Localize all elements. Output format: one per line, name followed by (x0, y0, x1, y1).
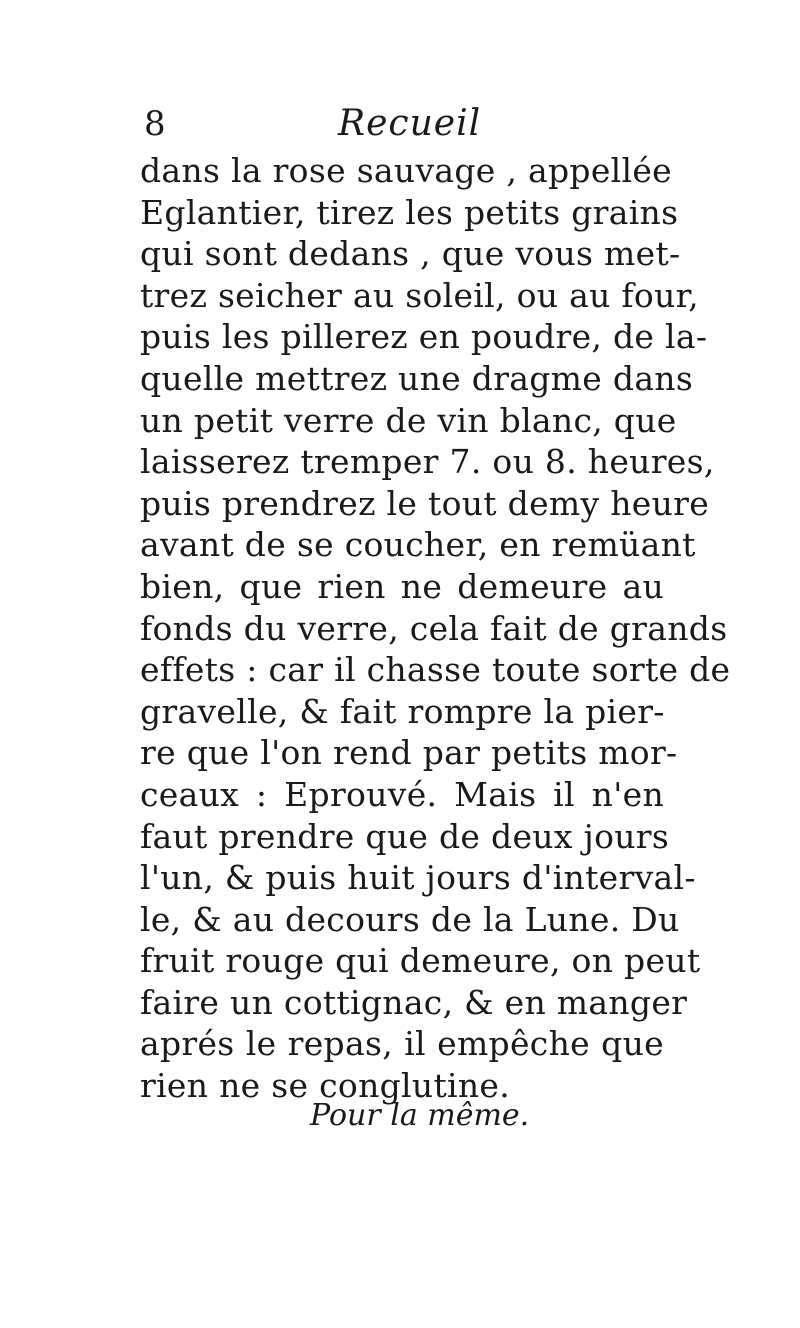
text-line: faire un cottignac, & en manger (140, 982, 688, 1022)
text-line: gravelle, & fait rompre la pier- (140, 691, 665, 731)
text-line: rien ne se conglutine. (140, 1066, 511, 1106)
text-line: un petit verre de vin blanc, que (140, 400, 677, 440)
text-line: aprés le repas, il empêche que (140, 1024, 664, 1064)
running-head: Recueil (338, 103, 482, 144)
text-line: fruit rouge qui demeure, on peut (140, 941, 701, 981)
text-line: effets : car il chasse toute sorte de (140, 650, 731, 690)
text-line: qui sont dedans , que vous met- (140, 234, 681, 274)
text-line: fonds du verre, cela fait de grands (140, 608, 728, 648)
text-line: re que l'on rend par petits mor- (140, 733, 678, 773)
catchword: Pour la même. (310, 1098, 530, 1133)
text-line: laisserez tremper 7. ou 8. heures, (140, 442, 715, 482)
text-line: Eglantier, tirez les petits grains (140, 192, 679, 232)
text-line: avant de se coucher, en remüant (140, 525, 696, 565)
text-line: puis les pillerez en poudre, de la- (140, 317, 708, 357)
text-line: ceaux : Eprouvé. Mais il n'en (140, 774, 664, 814)
body-text (140, 150, 731, 1107)
page-number: 8 (144, 104, 166, 144)
text-line: faut prendre que de deux jours (140, 816, 670, 856)
text-line: l'un, & puis huit jours d'interval- (140, 858, 696, 898)
text-line: quelle mettrez une dragme dans (140, 358, 694, 398)
text-line: le, & au decours de la Lune. Du (140, 899, 680, 939)
page-header (140, 96, 660, 152)
text-line: dans la rose sauvage , appellée (140, 151, 673, 190)
text-line: trez seicher au soleil, ou au four, (140, 275, 699, 315)
text-line: bien, que rien ne demeure au (140, 566, 664, 606)
text-line: puis prendrez le tout demy heure (140, 483, 710, 523)
